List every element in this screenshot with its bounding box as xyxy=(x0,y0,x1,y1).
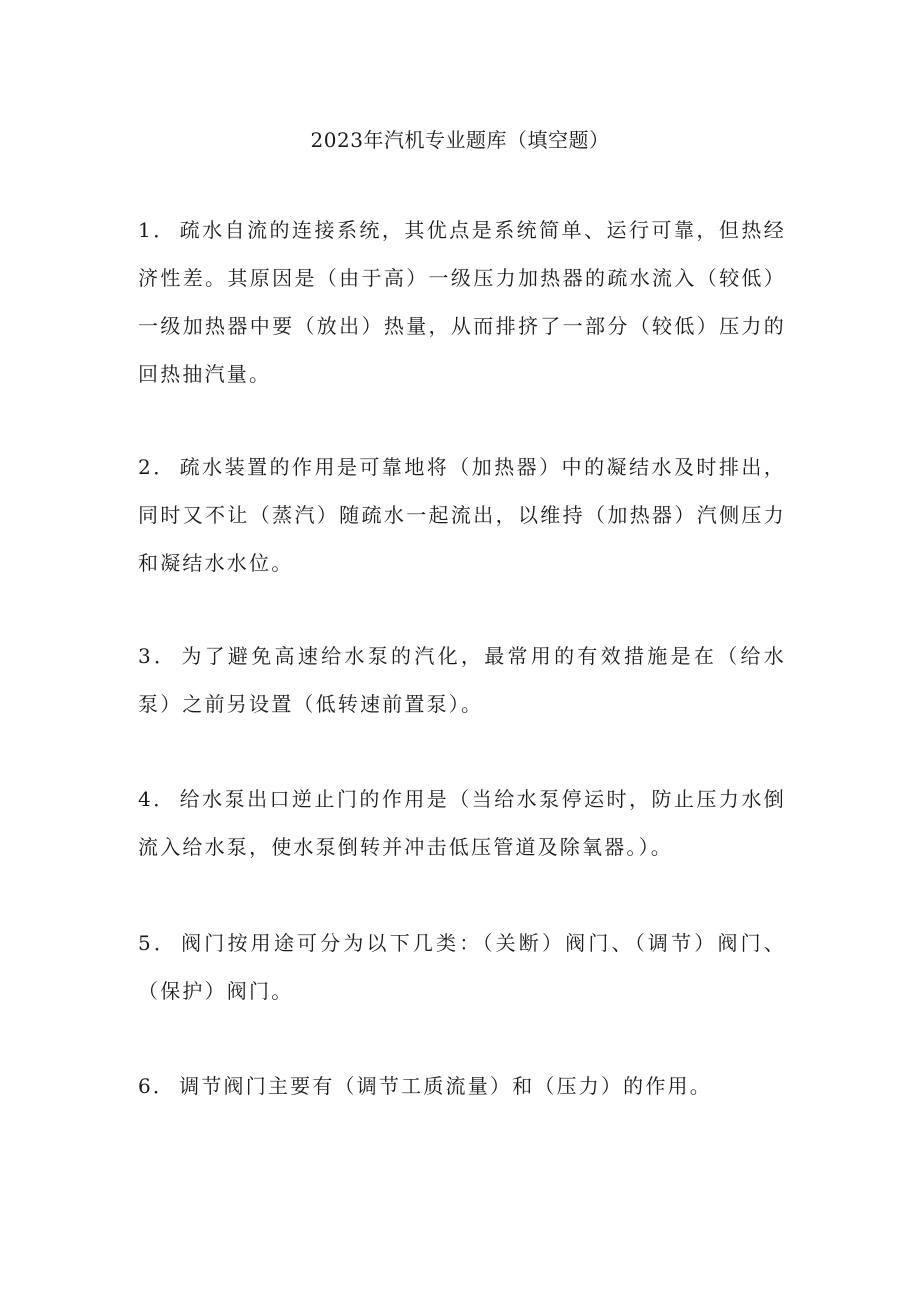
question-number: 6． xyxy=(138,1074,176,1098)
question-number: 2． xyxy=(138,455,176,479)
question-4 xyxy=(138,775,786,871)
question-3 xyxy=(138,632,786,728)
question-text: 给水泵出口逆止门的作用是（当给水泵停运时，防止压力水倒流入给水泵，使水泵倒转并冲击低压管道及除氧器。）。 xyxy=(138,787,787,859)
question-6 xyxy=(138,1062,786,1110)
question-text: 调节阀门主要有（调节工质流量）和（压力）的作用。 xyxy=(179,1074,712,1098)
question-text: 疏水装置的作用是可靠地将（加热器）中的凝结水及时排出，同时又不让（蒸汽）随疏水一起流出，以维持（加热器）汽侧压力和凝结水水位。 xyxy=(138,455,787,575)
question-1 xyxy=(138,206,786,398)
document-title: 2023年汽机专业题库（填空题） xyxy=(310,128,610,152)
question-text: 疏水自流的连接系统，其优点是系统简单、运行可靠，但热经济性差。其原因是（由于高）一级压力加热器的疏水流入（较低）一级加热器中要（放出）热量，从而排挤了一部分（较低）压力的回热抽汽量。 xyxy=(138,218,787,386)
question-number: 1． xyxy=(138,218,176,242)
question-text: 阀门按用途可分为以下几类：（关断）阀门、（调节）阀门、（保护）阀门。 xyxy=(138,931,786,1003)
question-5 xyxy=(138,919,786,1015)
question-number: 3． xyxy=(138,644,178,668)
question-2 xyxy=(138,443,786,587)
question-number: 5． xyxy=(138,931,178,955)
question-number: 4． xyxy=(138,787,176,811)
question-text: 为了避免高速给水泵的汽化，最常用的有效措施是在（给水泵）之前另设置（低转速前置泵）。 xyxy=(138,644,787,716)
